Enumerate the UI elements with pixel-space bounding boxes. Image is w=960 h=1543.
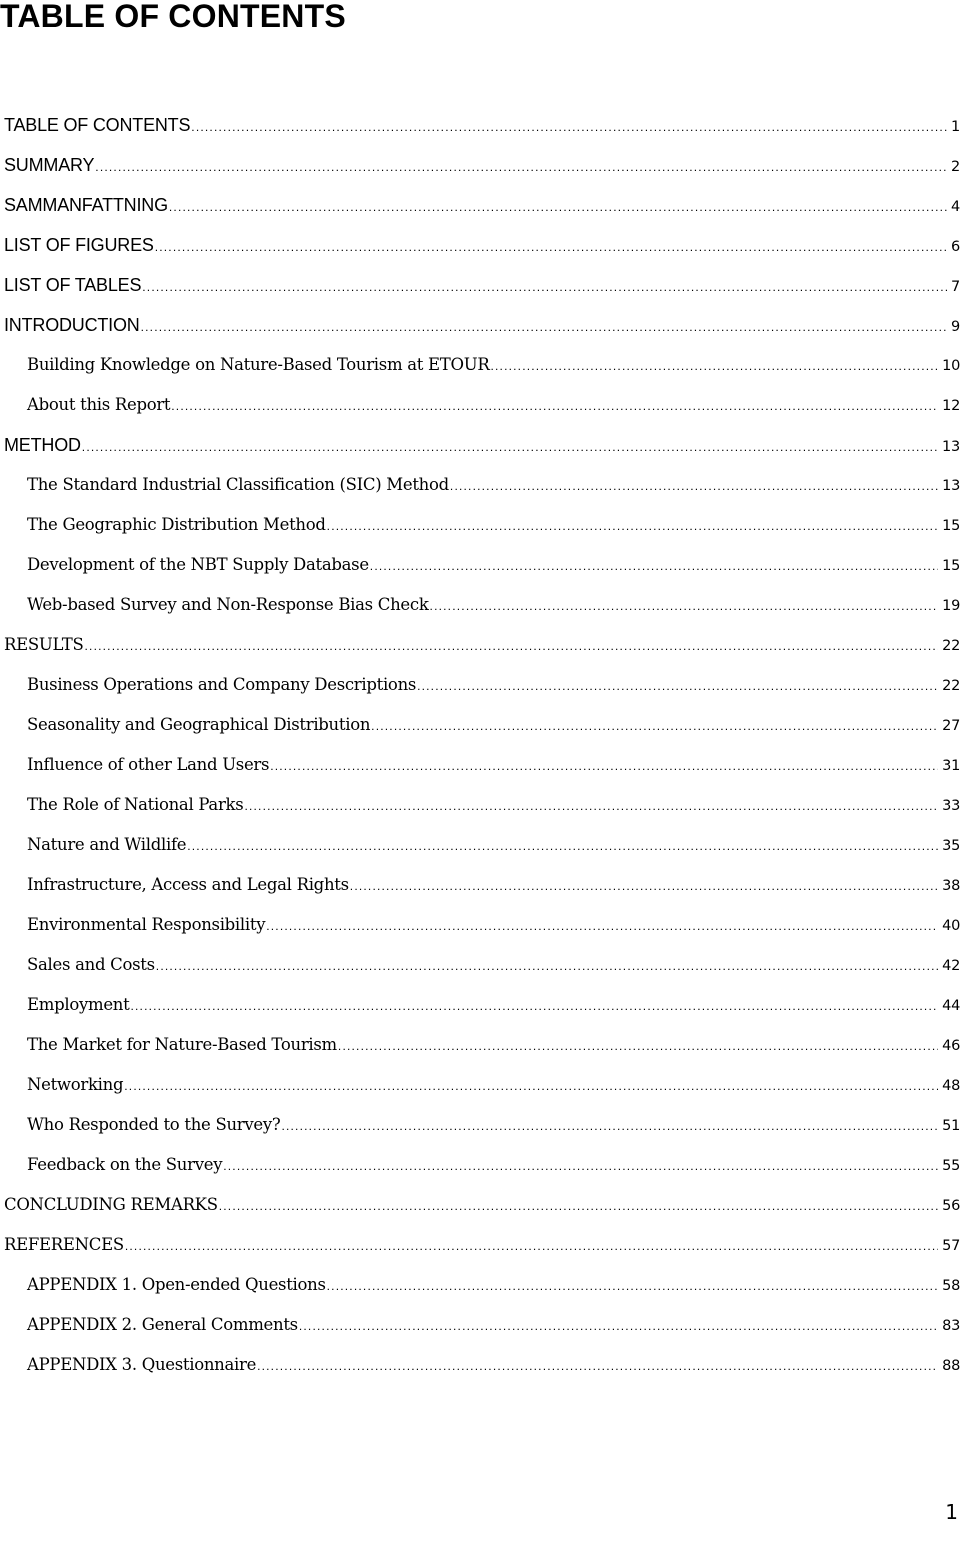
toc-entry-feedback-on-survey[interactable] (4, 1153, 960, 1193)
toc-entry-seasonality[interactable] (4, 713, 960, 753)
toc-entry-page-number: 33 (942, 798, 960, 814)
toc-entry-label: The Role of National Parks (27, 795, 244, 814)
toc-entry-label: TABLE OF CONTENTS (4, 115, 191, 135)
toc-entry-page-number: 13 (941, 439, 960, 455)
toc-entry-label: The Standard Industrial Classification (SIC) Method (27, 475, 449, 494)
toc-entry-page-number: 38 (942, 878, 960, 894)
toc-entry-sic-method[interactable] (4, 473, 960, 513)
toc-entry-label: Sales and Costs (27, 955, 155, 974)
page-title: TABLE OF CONTENTS (0, 0, 346, 34)
toc-entry-table-of-contents[interactable] (4, 113, 960, 153)
toc-entry-label: CONCLUDING REMARKS (4, 1195, 218, 1214)
toc-entry-page-number: 83 (942, 1318, 960, 1334)
toc-entry-about-this-report[interactable] (4, 393, 960, 433)
toc-entry-label: About this Report (27, 395, 171, 414)
toc-entry-page-number: 27 (942, 718, 960, 734)
toc-entry-label: Nature and Wildlife (27, 835, 187, 854)
toc-entry-label: LIST OF TABLES (4, 275, 142, 295)
toc-entry-nbt-supply-database[interactable] (4, 553, 960, 593)
toc-entry-page-number: 51 (942, 1118, 960, 1134)
toc-entry-employment[interactable] (4, 993, 960, 1033)
dot-leader (142, 280, 947, 294)
toc-entry-page-number: 55 (942, 1158, 960, 1174)
toc-entry-building-knowledge[interactable] (4, 353, 960, 393)
toc-entry-page-number: 19 (942, 598, 960, 614)
toc-entry-page-number: 15 (942, 518, 960, 534)
toc-entry-label: Who Responded to the Survey? (27, 1115, 281, 1134)
dot-leader (350, 879, 938, 893)
dot-leader (187, 839, 938, 853)
dot-leader (257, 1359, 938, 1373)
toc-entry-page-number: 6 (950, 239, 960, 255)
toc-entry-page-number: 58 (942, 1278, 960, 1294)
toc-entry-national-parks[interactable] (4, 793, 960, 833)
dot-leader (219, 1199, 938, 1213)
toc-entry-label: The Geographic Distribution Method (27, 515, 326, 534)
toc-entry-networking[interactable] (4, 1073, 960, 1113)
dot-leader (171, 399, 938, 413)
toc-entry-web-based-survey[interactable] (4, 593, 960, 633)
toc-entry-label: RESULTS (4, 635, 84, 654)
toc-entry-page-number: 15 (942, 558, 960, 574)
toc-entry-label: REFERENCES (4, 1235, 124, 1254)
toc-entry-page-number: 2 (950, 159, 960, 175)
toc-entry-label: Web-based Survey and Non-Response Bias Check (27, 595, 429, 614)
toc-entry-label: Influence of other Land Users (27, 755, 270, 774)
toc-entry-page-number: 22 (942, 678, 960, 694)
toc-entry-business-operations[interactable] (4, 673, 960, 713)
toc-entry-appendix-2[interactable] (4, 1313, 960, 1353)
toc-entry-introduction[interactable] (4, 313, 960, 353)
toc-entry-nature-and-wildlife[interactable] (4, 833, 960, 873)
toc-entry-list-of-tables[interactable] (4, 273, 960, 313)
toc-entry-page-number: 35 (942, 838, 960, 854)
dot-leader (370, 559, 938, 573)
toc-entry-other-land-users[interactable] (4, 753, 960, 793)
toc-entry-page-number: 31 (942, 758, 960, 774)
toc-entry-infrastructure[interactable] (4, 873, 960, 913)
toc-entry-list-of-figures[interactable] (4, 233, 960, 273)
toc-entry-appendix-1[interactable] (4, 1273, 960, 1313)
toc-entry-results[interactable] (4, 633, 960, 673)
toc-entry-label: SAMMANFATTNING (4, 195, 168, 215)
dot-leader (191, 120, 947, 134)
dot-leader (141, 320, 947, 334)
dot-leader (327, 1279, 939, 1293)
table-of-contents (4, 113, 960, 1393)
toc-entry-who-responded[interactable] (4, 1113, 960, 1153)
toc-entry-label: APPENDIX 3. Questionnaire (27, 1355, 257, 1374)
dot-leader (130, 999, 938, 1013)
toc-entry-page-number: 4 (950, 199, 960, 215)
dot-leader (266, 919, 938, 933)
dot-leader (430, 599, 939, 613)
toc-entry-label: INTRODUCTION (4, 315, 140, 335)
dot-leader (450, 479, 938, 493)
toc-entry-page-number: 13 (942, 478, 960, 494)
dot-leader (281, 1119, 938, 1133)
dot-leader (417, 679, 938, 693)
dot-leader (95, 160, 947, 174)
toc-entry-market-for-nbt[interactable] (4, 1033, 960, 1073)
toc-entry-page-number: 22 (942, 638, 960, 654)
dot-leader (85, 639, 939, 653)
toc-entry-label: Feedback on the Survey (27, 1155, 223, 1174)
toc-entry-page-number: 44 (942, 998, 960, 1014)
dot-leader (169, 200, 947, 214)
dot-leader (244, 799, 938, 813)
toc-entry-page-number: 12 (942, 398, 960, 414)
toc-entry-page-number: 7 (950, 279, 960, 295)
toc-entry-label: SUMMARY (4, 155, 95, 175)
dot-leader (156, 959, 938, 973)
toc-entry-label: Seasonality and Geographical Distribution (27, 715, 371, 734)
toc-entry-label: Building Knowledge on Nature-Based Tourism at ETOUR (27, 355, 490, 374)
toc-entry-page-number: 1 (950, 119, 960, 135)
toc-entry-label: Environmental Responsibility (27, 915, 266, 934)
toc-entry-appendix-3[interactable] (4, 1353, 960, 1393)
dot-leader (490, 359, 938, 373)
toc-entry-label: Infrastructure, Access and Legal Rights (27, 875, 349, 894)
toc-entry-label: Networking (27, 1075, 124, 1094)
toc-entry-references[interactable] (4, 1233, 960, 1273)
toc-entry-page-number: 88 (942, 1358, 960, 1374)
toc-entry-page-number: 46 (942, 1038, 960, 1054)
toc-entry-sammanfattning[interactable] (4, 193, 960, 233)
dot-leader (299, 1319, 938, 1333)
footer-page-number: 1 (945, 1500, 958, 1524)
dot-leader (338, 1039, 938, 1053)
toc-entry-label: APPENDIX 2. General Comments (27, 1315, 298, 1334)
toc-entry-concluding-remarks[interactable] (4, 1193, 960, 1233)
dot-leader (124, 1079, 938, 1093)
dot-leader (270, 759, 938, 773)
toc-entry-method[interactable] (4, 433, 960, 473)
toc-entry-summary[interactable] (4, 153, 960, 193)
toc-entry-page-number: 10 (942, 358, 960, 374)
dot-leader (327, 519, 938, 533)
toc-entry-label: APPENDIX 1. Open-ended Questions (27, 1275, 326, 1294)
toc-entry-page-number: 56 (942, 1198, 960, 1214)
toc-entry-sales-and-costs[interactable] (4, 953, 960, 993)
toc-entry-environmental-responsibility[interactable] (4, 913, 960, 953)
dot-leader (82, 440, 938, 454)
dot-leader (155, 240, 947, 254)
dot-leader (125, 1239, 938, 1253)
toc-entry-label: Employment (27, 995, 130, 1014)
toc-entry-label: Development of the NBT Supply Database (27, 555, 369, 574)
toc-entry-label: The Market for Nature-Based Tourism (27, 1035, 337, 1054)
toc-entry-page-number: 40 (942, 918, 960, 934)
toc-entry-page-number: 9 (950, 319, 960, 335)
toc-entry-geographic-distribution-method[interactable] (4, 513, 960, 553)
dot-leader (371, 719, 938, 733)
toc-entry-label: Business Operations and Company Descriptions (27, 675, 417, 694)
toc-entry-label: METHOD (4, 435, 81, 455)
toc-entry-label: LIST OF FIGURES (4, 235, 154, 255)
toc-entry-page-number: 42 (942, 958, 960, 974)
toc-entry-page-number: 48 (942, 1078, 960, 1094)
dot-leader (223, 1159, 938, 1173)
toc-entry-page-number: 57 (942, 1238, 960, 1254)
